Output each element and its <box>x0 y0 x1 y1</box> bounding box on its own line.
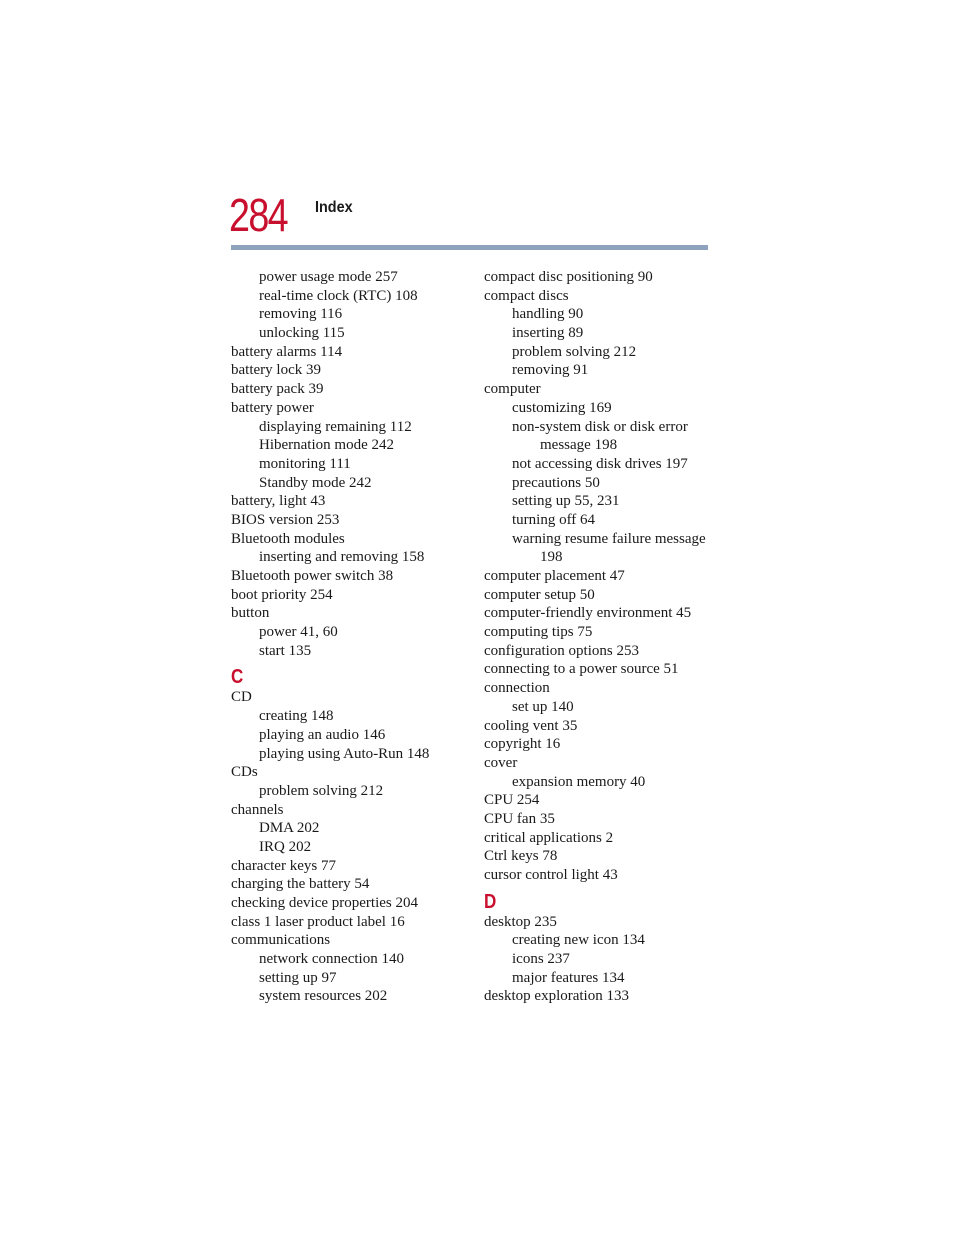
index-entry: BIOS version 253 <box>231 511 340 528</box>
index-entry: class 1 laser product label 16 <box>231 913 405 930</box>
index-subentry: power 41, 60 <box>259 624 338 641</box>
index-subentry: inserting 89 <box>512 325 584 342</box>
index-subentry: IRQ 202 <box>259 838 312 855</box>
index-entry: battery, light 43 <box>231 493 326 510</box>
index-entry: charging the battery 54 <box>231 876 370 893</box>
index-entry: connecting to a power source 51 <box>484 661 679 678</box>
index-subentry: 198 <box>540 549 563 566</box>
index-subentry: network connection 140 <box>259 951 404 968</box>
index-subentry: precautions 50 <box>512 474 600 491</box>
index-subentry: icons 237 <box>512 951 570 968</box>
index-entry: Bluetooth modules <box>231 530 345 547</box>
index-entry: button <box>231 605 270 622</box>
index-subentry: Standby mode 242 <box>259 474 372 491</box>
index-subentry: playing using Auto-Run 148 <box>259 745 430 762</box>
index-entry: desktop exploration 133 <box>484 988 629 1005</box>
index-entry: computer placement 47 <box>484 568 625 584</box>
index-subentry: DMA 202 <box>259 820 320 837</box>
index-subentry: message 198 <box>540 437 618 454</box>
index-subentry: removing 91 <box>512 362 589 379</box>
index-entry: critical applications 2 <box>484 829 614 846</box>
index-subentry: not accessing disk drives 197 <box>512 455 688 472</box>
index-entry: compact discs <box>484 287 569 304</box>
index-entry: battery alarms 114 <box>231 343 343 360</box>
index-subentry: set up 140 <box>512 698 574 715</box>
index-entry: computing tips 75 <box>484 624 593 641</box>
index-entry: configuration options 253 <box>484 642 639 659</box>
index-entry: battery pack 39 <box>231 381 324 398</box>
index-subentry: playing an audio 146 <box>259 726 386 743</box>
index-entry: battery lock 39 <box>231 362 321 379</box>
index-subentry: turning off 64 <box>512 511 596 528</box>
index-subentry: major features 134 <box>512 969 625 986</box>
index-letter-heading: D <box>484 890 497 913</box>
header-rule <box>231 245 708 250</box>
index-entry: cursor control light 43 <box>484 867 618 883</box>
index-letter-heading: C <box>231 666 244 689</box>
index-subentry: removing 116 <box>259 306 343 323</box>
index-subentry: displaying remaining 112 <box>259 418 412 435</box>
index-subentry: problem solving 212 <box>259 782 384 799</box>
index-subentry: start 135 <box>259 642 312 659</box>
index-subentry: system resources 202 <box>259 988 388 1005</box>
index-subentry: handling 90 <box>512 306 584 323</box>
index-subentry: inserting and removing 158 <box>259 549 425 566</box>
index-entry: channels <box>231 801 284 818</box>
index-subentry: expansion memory 40 <box>512 773 646 790</box>
running-head: Index <box>315 199 353 216</box>
index-entry: checking device properties 204 <box>231 895 419 911</box>
index-subentry: Hibernation mode 242 <box>259 437 394 454</box>
index-subentry: setting up 97 <box>259 969 337 986</box>
index-subentry: unlocking 115 <box>259 325 345 342</box>
index-entry: connection <box>484 680 550 697</box>
index-subentry: setting up 55, 231 <box>512 493 620 510</box>
index-entry: communications <box>231 932 331 949</box>
index-entry: CPU 254 <box>484 792 540 809</box>
index-entry: copyright 16 <box>484 736 561 753</box>
index-entry: compact disc positioning 90 <box>484 269 653 285</box>
index-subentry: customizing 169 <box>512 399 612 416</box>
index-entry: Ctrl keys 78 <box>484 848 558 865</box>
index-subentry: problem solving 212 <box>512 343 637 360</box>
index-subentry: creating 148 <box>259 708 334 725</box>
index-entry: CD <box>231 689 252 706</box>
index-entry: computer setup 50 <box>484 586 595 603</box>
index-subentry: power usage mode 257 <box>259 269 398 285</box>
index-entry: cover <box>484 754 518 771</box>
index-subentry: creating new icon 134 <box>512 932 645 949</box>
index-entry: character keys 77 <box>231 857 336 874</box>
index-entry: CDs <box>231 764 258 781</box>
index-entry: Bluetooth power switch 38 <box>231 568 394 584</box>
index-subentry: warning resume failure message <box>512 530 706 547</box>
index-entry: desktop 235 <box>484 913 557 930</box>
index-entry: cooling vent 35 <box>484 717 578 734</box>
index-subentry: monitoring 111 <box>259 455 351 472</box>
index-entry: boot priority 254 <box>231 586 333 603</box>
index-entry: CPU fan 35 <box>484 810 555 827</box>
index-subentry: non-system disk or disk error <box>512 418 688 435</box>
index-column-right <box>484 268 734 1006</box>
index-subentry: real-time clock (RTC) 108 <box>259 287 418 304</box>
index-column-left <box>231 268 481 1006</box>
index-entry: battery power <box>231 399 314 416</box>
page-number: 284 <box>229 189 288 241</box>
index-entry: computer-friendly environment 45 <box>484 605 692 622</box>
index-entry: computer <box>484 381 541 398</box>
